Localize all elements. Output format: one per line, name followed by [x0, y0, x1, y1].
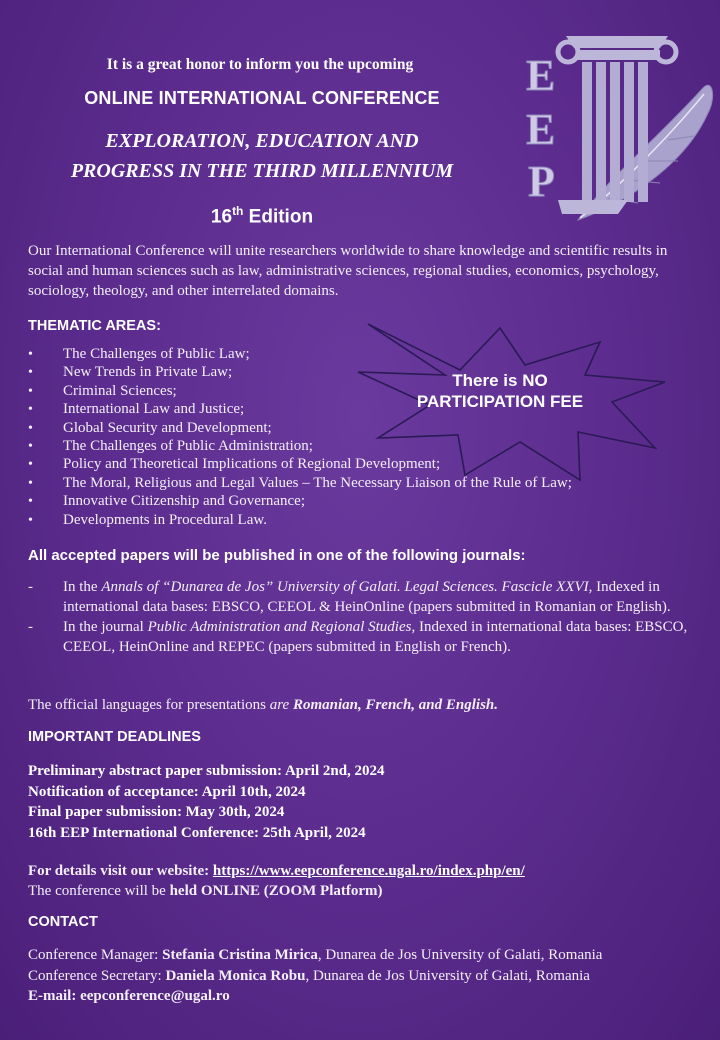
- conference-title: ONLINE INTERNATIONAL CONFERENCE: [84, 88, 440, 108]
- journal2-name: Public Administration and Regional Studies: [147, 619, 412, 635]
- eep-logo: [518, 28, 718, 224]
- deadline-item: 16th EEP International Conference: 25th April, 2024: [28, 824, 366, 841]
- deadlines-list: [28, 761, 385, 843]
- thematic-item: New Trends in Private Law;: [63, 364, 233, 381]
- thematic-item: International Law and Justice;: [63, 401, 245, 418]
- email-address[interactable]: eepconference@ugal.ro: [80, 988, 230, 1004]
- edition-suffix: th: [232, 204, 244, 218]
- thematic-item: Criminal Sciences;: [63, 382, 177, 399]
- bullet-icon: •: [28, 347, 33, 362]
- journal1-name: Annals of “Dunarea de Jos” University of Galati. Legal Sciences. Fascicle XXVI: [101, 579, 589, 595]
- secretary-affiliation: , Dunarea de Jos University of Galati, Romania: [305, 967, 590, 984]
- manager-affiliation: , Dunarea de Jos University of Galati, Romania: [317, 947, 603, 963]
- deadline-item: Preliminary abstract paper submission: April 2nd, 2024: [28, 763, 385, 779]
- thematic-item: Developments in Procedural Law.: [63, 511, 267, 528]
- thematic-item: Policy and Theoretical Implications of Regional Development;: [63, 456, 441, 473]
- secretary-name: Daniela Monica Robu: [165, 967, 306, 984]
- online-prefix: The conference will be: [28, 883, 170, 899]
- email-label: E-mail:: [28, 988, 81, 1004]
- deadline-item: Notification of acceptance: April 10th, 2024: [28, 783, 306, 800]
- thematic-item: The Challenges of Public Law;: [63, 346, 250, 362]
- contact-secretary: [28, 966, 602, 987]
- online-platform: held ONLINE (ZOOM Platform): [169, 883, 383, 899]
- bullet-icon: •: [28, 457, 33, 473]
- thematic-item: The Challenges of Public Administration;: [63, 437, 313, 454]
- bullet-icon: •: [28, 383, 33, 399]
- list-item: [28, 511, 572, 529]
- secretary-label: Conference Secretary:: [28, 967, 166, 984]
- no-fee-notice: [400, 370, 600, 412]
- bullet-icon: •: [28, 402, 33, 418]
- edition-label: [0, 204, 524, 228]
- list-item: [28, 577, 693, 617]
- bullet-icon: •: [28, 475, 33, 491]
- website-link[interactable]: https://www.eepconference.ugal.ro/index.php/en/: [212, 863, 525, 879]
- journals-heading: All accepted papers will be published in one of the following journals:: [28, 547, 526, 564]
- languages-are: are: [269, 697, 290, 713]
- contact-details: [28, 945, 602, 1007]
- contact-heading: CONTACT: [28, 914, 98, 930]
- deadlines-heading: IMPORTANT DEADLINES: [28, 729, 201, 745]
- journal2-details: , Indexed in international data bases: EBSCO, CEEOL, HeinOnline and REPEC (papers submitted in English or French).: [63, 619, 688, 655]
- journal2-prefix: In the journal: [63, 619, 148, 635]
- bullet-icon: •: [28, 420, 33, 436]
- manager-label: Conference Manager:: [28, 947, 163, 963]
- logo-letter-p: P: [528, 157, 555, 206]
- deadline-item: Final paper submission: May 30th, 2024: [28, 804, 285, 820]
- contact-email: [28, 986, 602, 1007]
- thematic-item: The Moral, Religious and Legal Values – The Necessary Liaison of the Rule of Law;: [63, 474, 572, 491]
- no-fee-line1: There is NO: [452, 371, 548, 390]
- edition-word: Edition: [248, 206, 314, 228]
- thematic-areas-heading: THEMATIC AREAS:: [28, 318, 161, 334]
- logo-letter-e1: E: [526, 51, 556, 100]
- bullet-icon: •: [28, 512, 33, 528]
- contact-manager: [28, 945, 602, 966]
- dash-icon: -: [28, 619, 33, 635]
- journal1-prefix: In the: [63, 579, 102, 595]
- bullet-icon: •: [28, 365, 33, 381]
- journals-list: [28, 577, 693, 657]
- edition-number: 16: [210, 206, 233, 228]
- conference-subtitle-line2: PROGRESS IN THE THIRD MILLENNIUM: [70, 160, 454, 182]
- conference-description: Our International Conference will unite researchers worldwide to share knowledge and scientific results in social and human sciences such as law, administrative sciences, regional studies, economics, psychology, sociology, theology, and other interrelated domains.: [28, 243, 668, 299]
- website-label: For details visit our website:: [28, 863, 213, 879]
- column-and-feather-icon: [558, 36, 713, 220]
- journal1-details: , Indexed in international data bases: EBSCO, CEEOL & HeinOnline (papers submitted in Romanian or English).: [63, 579, 671, 615]
- no-fee-line2: PARTICIPATION FEE: [416, 392, 584, 411]
- conference-subtitle-line1: EXPLORATION, EDUCATION AND: [105, 130, 419, 152]
- list-item: [28, 617, 693, 657]
- intro-text: It is a great honor to inform you the upcoming: [106, 56, 414, 73]
- list-item: [28, 492, 572, 510]
- thematic-item: Global Security and Development;: [63, 419, 272, 436]
- bullet-icon: •: [28, 494, 33, 510]
- thematic-item: Innovative Citizenship and Governance;: [63, 493, 306, 510]
- official-languages: [28, 697, 498, 714]
- logo-letter-e2: E: [526, 105, 556, 154]
- languages-prefix: The official languages for presentations: [28, 697, 270, 713]
- languages-list: Romanian, French, and English.: [292, 697, 499, 713]
- dash-icon: -: [28, 579, 33, 595]
- website-section: [28, 861, 525, 901]
- bullet-icon: •: [28, 438, 33, 454]
- manager-name: Stefania Cristina Mirica: [162, 947, 318, 963]
